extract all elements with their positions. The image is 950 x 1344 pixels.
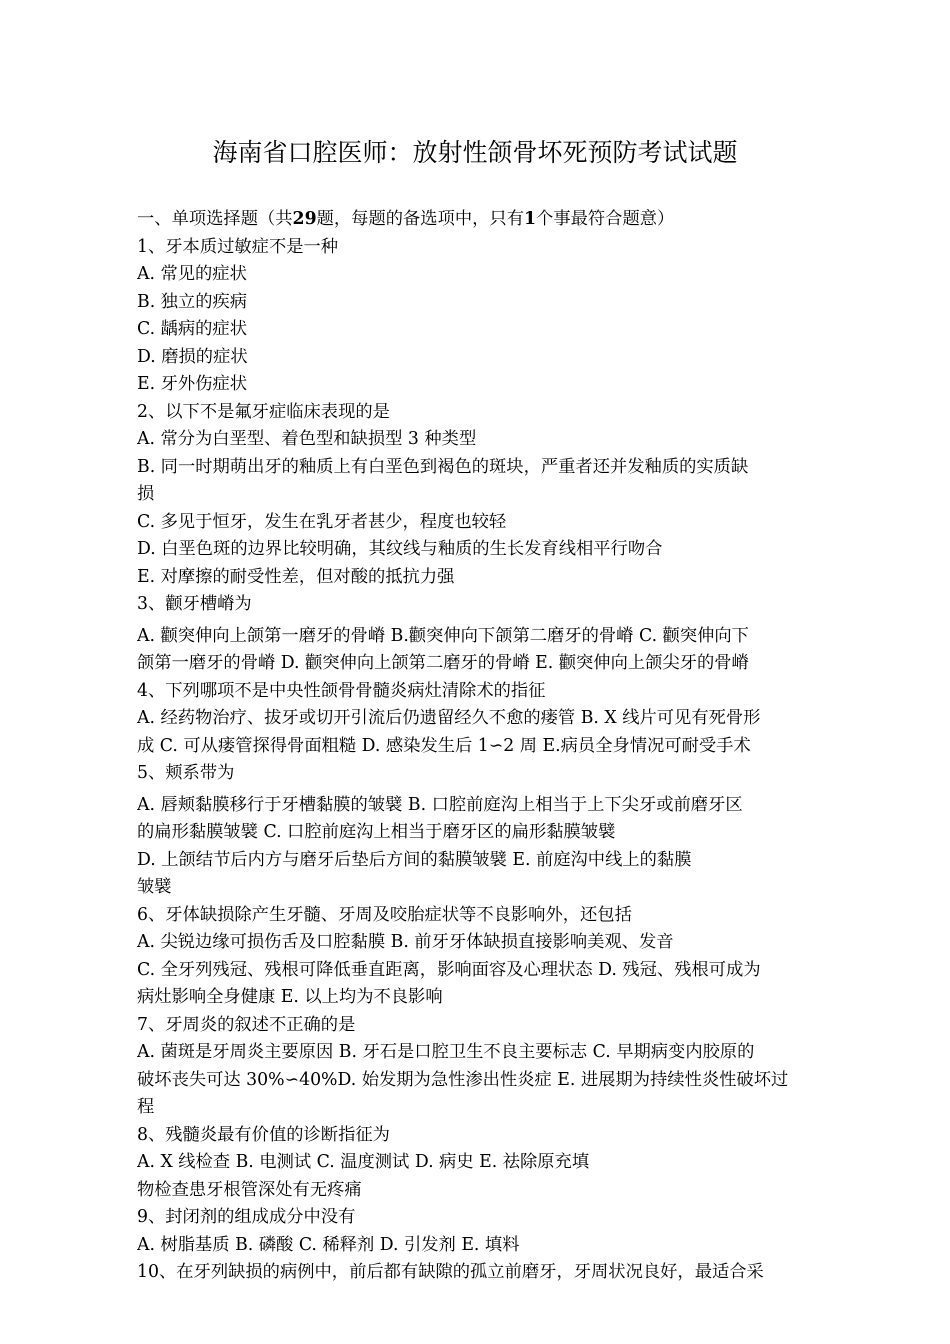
text-line: D. 白垩色斑的边界比较明确，其纹线与釉质的生长发育线相平行吻合 (137, 539, 663, 559)
text-line: 4、下列哪项不是中央性颌骨骨髓炎病灶清除术的指征 (137, 680, 546, 701)
text-line: 10、在牙列缺损的病例中，前后都有缺隙的孤立前磨牙，牙周状况良好，最适合采 (137, 1262, 764, 1282)
text-line: A. 常见的症状 (137, 264, 247, 284)
text-line: 皱襞 (137, 877, 172, 897)
text-line: C. 龋病的症状 (137, 319, 247, 339)
section-text-2: 题，每题的备选项中，只有 (316, 209, 524, 229)
text-line: 7、牙周炎的叙述不正确的是 (137, 1014, 356, 1035)
text-line: D. 上颌结节后内方与磨牙后垫后方间的黏膜皱襞 E. 前庭沟中线上的黏膜 (137, 849, 692, 870)
text-line: C. 全牙列残冠、残根可降低垂直距离，影响面容及心理状态 D. 残冠、残根可成为 (137, 959, 761, 980)
page-title: 海南省口腔医师：放射性颌骨坏死预防考试试题 (212, 138, 738, 167)
text-line: 破坏丧失可达 30%∽40%D. 始发期为急性渗出性炎症 E. 进展期为持续性炎性破坏过 (137, 1069, 789, 1090)
text-line: 2、以下不是氟牙症临床表现的是 (137, 401, 390, 422)
text-line: A. 经药物治疗、拔牙或切开引流后仍遗留经久不愈的瘘管 B. X 线片可见有死骨形 (137, 708, 761, 728)
section-text-3: 个事最符合题意） (536, 209, 675, 229)
text-line: A. 颧突伸向上颌第一磨牙的骨嵴 B.颧突伸向下颌第二磨牙的骨嵴 C. 颧突伸向下 (137, 625, 749, 646)
question-count: 29 (292, 209, 317, 229)
text-line: 的扁形黏膜皱襞 C. 口腔前庭沟上相当于磨牙区的扁形黏膜皱襞 (137, 822, 616, 842)
section-heading (137, 206, 837, 234)
text-line: 物检查患牙根管深处有无疼痛 (137, 1179, 362, 1200)
section-text-1: 一、单项选择题（共 (137, 209, 293, 229)
text-line: 损 (137, 484, 155, 504)
text-line: B. 独立的疾病 (137, 291, 248, 312)
text-line: 6、牙体缺损除产生牙髓、牙周及咬胎症状等不良影响外，还包括 (137, 904, 632, 925)
text-line: A. 尖锐边缘可损伤舌及口腔黏膜 B. 前牙牙体缺损直接影响美观、发音 (137, 932, 674, 952)
text-line: 颌第一磨牙的骨嵴 D. 颧突伸向上颌第二磨牙的骨嵴 E. 颧突伸向上颌尖牙的骨嵴 (137, 653, 749, 673)
text-line: 8、残髓炎最有价值的诊断指征为 (137, 1124, 390, 1145)
text-line: 程 (137, 1097, 155, 1117)
text-line: A. 菌斑是牙周炎主要原因 B. 牙石是口腔卫生不良主要标志 C. 早期病变内胶原的 (137, 1042, 755, 1062)
text-line: A. 唇颊黏膜移行于牙槽黏膜的皱襞 B. 口腔前庭沟上相当于上下尖牙或前磨牙区 (137, 794, 743, 815)
text-line: 病灶影响全身健康 E. 以上均为不良影响 (137, 987, 443, 1007)
text-line: 1、牙本质过敏症不是一种 (137, 236, 339, 257)
text-line: E. 牙外伤症状 (137, 374, 248, 394)
document-body (137, 206, 837, 1287)
text-line: C. 多见于恒牙，发生在乳牙者甚少，程度也较轻 (137, 511, 507, 532)
text-line: 9、封闭剂的组成成分中没有 (137, 1207, 356, 1227)
answer-count: 1 (524, 209, 537, 229)
text-line: 成 C. 可从瘘管探得骨面粗糙 D. 感染发生后 1∽2 周 E.病员全身情况可耐受手术 (137, 735, 751, 756)
text-line: D. 磨损的症状 (137, 346, 248, 367)
text-line: 3、颧牙槽嵴为 (137, 594, 252, 614)
text-line: B. 同一时期萌出牙的釉质上有白垩色到褐色的斑块，严重者还并发釉质的实质缺 (137, 456, 749, 477)
text-line: A. 树脂基质 B. 磷酸 C. 稀释剂 D. 引发剂 E. 填料 (137, 1234, 520, 1255)
text-line: A. 常分为白垩型、着色型和缺损型 3 种类型 (137, 429, 477, 449)
text-line: E. 对摩擦的耐受性差，但对酸的抵抗力强 (137, 566, 455, 587)
text-line: A. X 线检查 B. 电测试 C. 温度测试 D. 病史 E. 祛除原充填 (137, 1152, 590, 1172)
text-line: 5、颊系带为 (137, 763, 235, 783)
